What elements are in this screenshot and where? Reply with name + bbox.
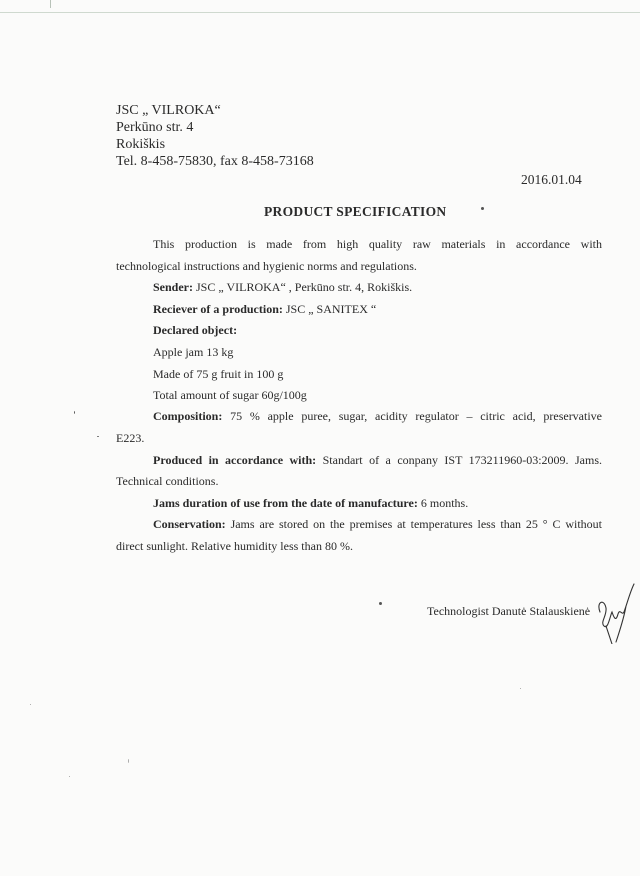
handwritten-signature — [594, 582, 638, 644]
document-date: 2016.01.04 — [521, 172, 582, 187]
conservation-line-2: direct sunlight. Relative humidity less than 80 %. — [116, 539, 353, 553]
scan-speck — [30, 704, 31, 705]
sender-label: Sender: — [153, 280, 193, 294]
composition-label: Composition: — [153, 409, 223, 423]
duration-label: Jams duration of use from the date of manufacture: — [153, 496, 418, 510]
top-tick-mark — [50, 0, 51, 8]
sender-row — [153, 280, 412, 295]
conservation-row — [153, 517, 602, 532]
receiver-row — [153, 302, 376, 317]
signature-line: Technologist Danutė Stalauskienė — [427, 604, 591, 618]
composition-row — [153, 409, 602, 424]
scan-speck — [128, 759, 129, 763]
receiver-value: JSC „ SANITEX “ — [285, 302, 377, 316]
ink-speck — [481, 207, 484, 210]
produced-row — [153, 453, 602, 468]
company-name: JSC „ VILROKA“ — [116, 103, 221, 118]
scan-speck — [74, 411, 75, 414]
produced-value: Standart of a conpany IST 173211960-03:2009. Jams. — [322, 453, 603, 467]
declared-item: Apple jam 13 kg — [153, 345, 234, 359]
scan-speck — [69, 776, 70, 777]
page-title: PRODUCT SPECIFICATION — [264, 204, 447, 219]
company-street: Perkūno str. 4 — [116, 120, 194, 135]
produced-line-2: Technical conditions. — [116, 474, 219, 488]
top-border-line — [0, 12, 640, 13]
intro-line-1: This production is made from high quality raw materials in accordance with — [153, 237, 602, 251]
duration-row — [153, 496, 468, 511]
scan-speck — [97, 436, 99, 437]
company-contacts: Tel. 8-458-75830, fax 8-458-73168 — [116, 154, 314, 169]
declared-item: Made of 75 g fruit in 100 g — [153, 367, 284, 381]
intro-line-2: technological instructions and hygienic norms and regulations. — [116, 259, 417, 273]
composition-value: 75 % apple puree, sugar, acidity regulator – citric acid, preservative — [230, 409, 603, 423]
composition-line-2: E223. — [116, 431, 145, 445]
declared-item: Total amount of sugar 60g/100g — [153, 388, 307, 402]
ink-speck — [379, 602, 382, 605]
duration-value: 6 months. — [420, 496, 469, 510]
declared-object-label: Declared object: — [153, 323, 238, 337]
scan-speck — [520, 688, 521, 689]
conservation-value: Jams are stored on the premises at temperatures less than 25 ° C without — [230, 517, 603, 531]
receiver-label: Reciever of a production: — [153, 302, 283, 316]
company-city: Rokiškis — [116, 137, 166, 152]
conservation-label: Conservation: — [153, 517, 226, 531]
produced-label: Produced in accordance with: — [153, 453, 317, 467]
sender-value: JSC „ VILROKA“ , Perkūno str. 4, Rokiškis. — [196, 280, 413, 294]
